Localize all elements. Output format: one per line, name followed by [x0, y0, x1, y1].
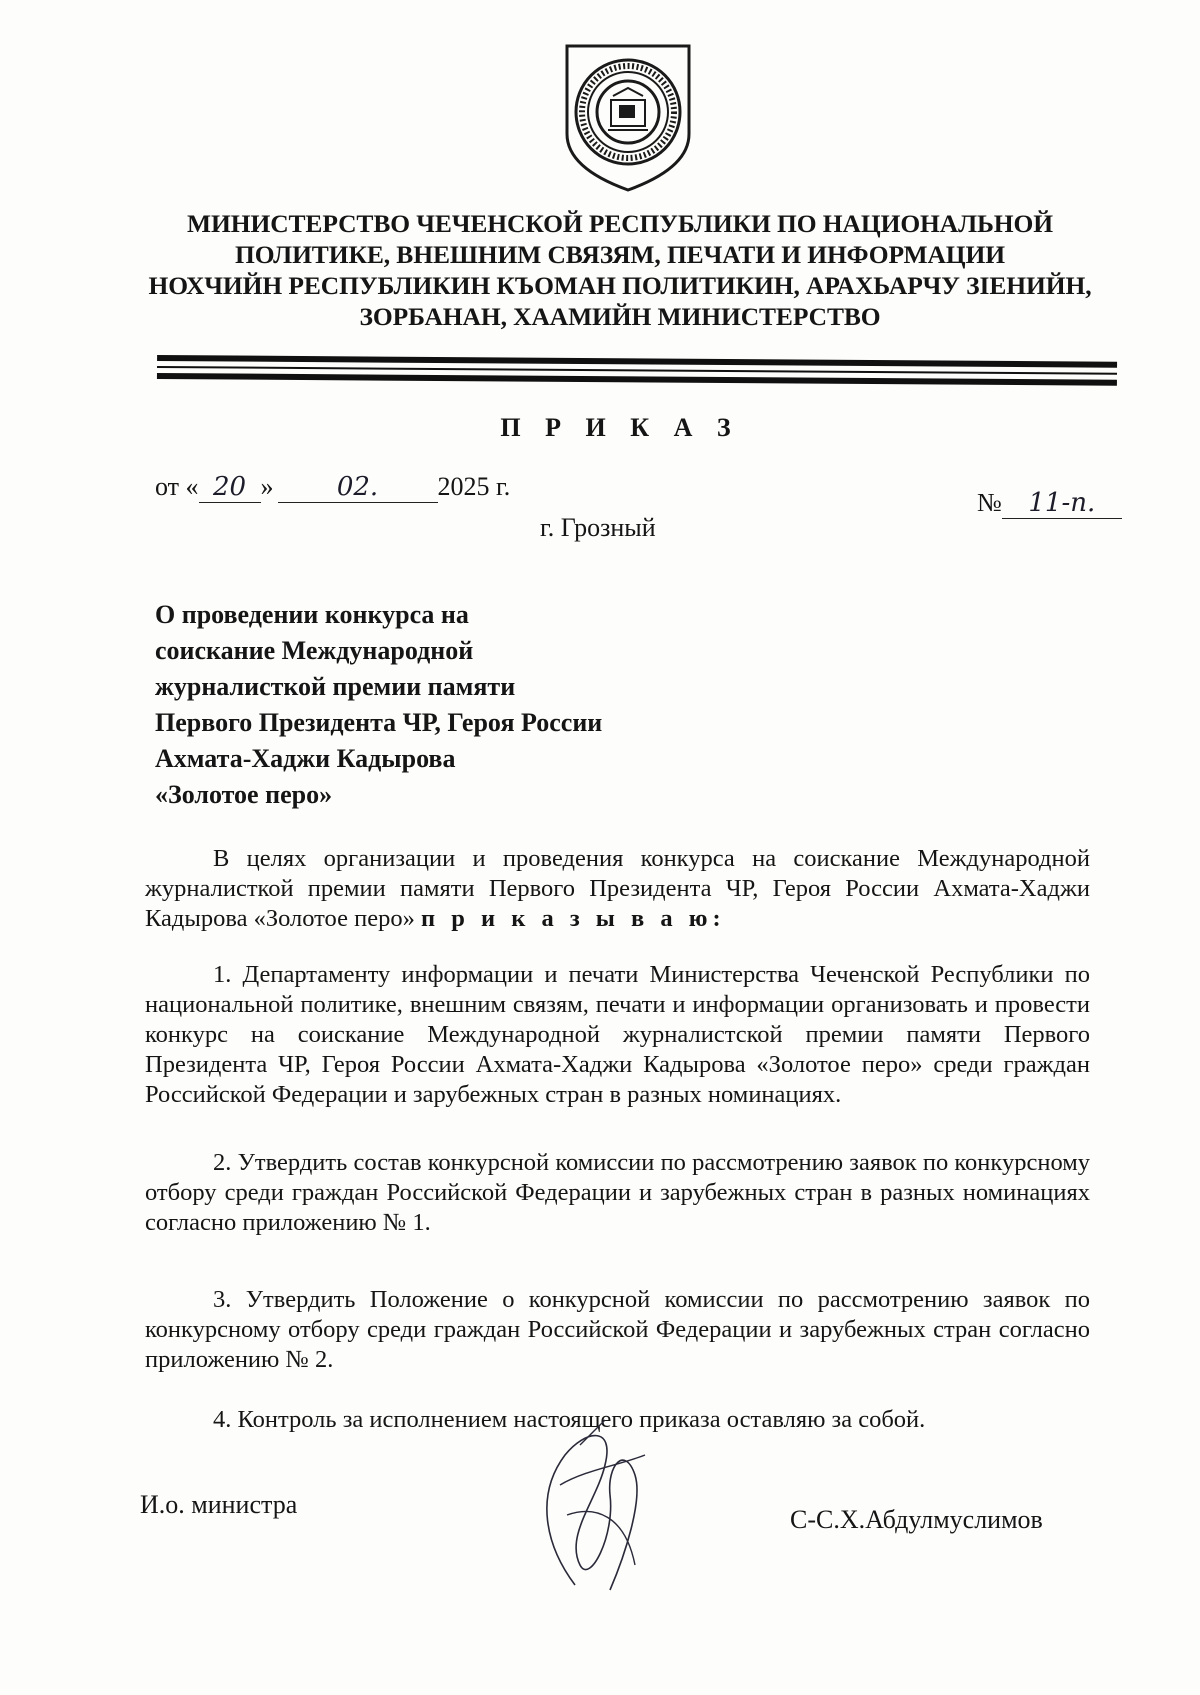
order-item-2	[145, 1148, 1090, 1238]
coat-of-arms-icon	[553, 42, 703, 192]
subject-line: Первого Президента ЧР, Героя России	[155, 708, 603, 737]
order-item-text: 4. Контроль за исполнением настоящего приказа оставляю за собой.	[213, 1406, 926, 1433]
document-subject	[155, 597, 602, 813]
order-item-3	[145, 1285, 1090, 1375]
order-item-text: 2. Утвердить состав конкурсной комиссии по рассмотрению заявок по конкурсному отбору среди граждан Российской Федерации и зарубежных стран в разных номинациях согласно приложению № 1.	[145, 1149, 1090, 1236]
date-prefix: от «	[155, 472, 199, 501]
date-mid: »	[260, 472, 274, 501]
header-divider	[157, 355, 1117, 391]
document-date	[155, 472, 510, 503]
intro-text: В целях организации и проведения конкурса на соискание Международной журналисткой премии памяти Первого Президента ЧР, Героя России Ахмата-Хаджи Кадырова «Золотое перо»	[145, 845, 1090, 932]
date-month: 02.	[278, 472, 438, 503]
ministry-header	[140, 208, 1100, 332]
header-line: НОХЧИЙН РЕСПУБЛИКИН КЪОМАН ПОЛИТИКИН, АРАХЬАРЧУ ЗIЕНИЙН,	[148, 271, 1092, 300]
order-item-text: 1. Департаменту информации и печати Министерства Чеченской Республики по национальной политике, внешним связям, печати и информации организовать и провести конкурс на соискание Международной журналистской премии памяти Первого Президента ЧР, Героя России Ахмата-Хаджи Кадырова «Золотое перо» среди граждан Российской Федерации и зарубежных стран в разных номинациях.	[145, 961, 1090, 1108]
number-value: 11-п.	[1002, 488, 1122, 519]
document-city: г. Грозный	[540, 513, 656, 542]
header-line: ПОЛИТИКЕ, ВНЕШНИМ СВЯЗЯМ, ПЕЧАТИ И ИНФОРМАЦИИ	[234, 240, 1006, 269]
signatory-name: С-С.Х.Абдулмуслимов	[790, 1505, 1043, 1534]
header-line: МИНИСТЕРСТВО ЧЕЧЕНСКОЙ РЕСПУБЛИКИ ПО НАЦИОНАЛЬНОЙ	[187, 209, 1053, 238]
subject-line: О проведении конкурса на	[155, 600, 469, 629]
intro-paragraph	[145, 844, 1090, 934]
subject-line: «Золотое перо»	[155, 780, 333, 809]
number-prefix: №	[977, 488, 1002, 517]
signatory-role: И.о. министра	[140, 1490, 298, 1519]
document-title: П Р И К А З	[500, 413, 740, 442]
order-item-1	[145, 960, 1090, 1110]
subject-line: журналисткой премии памяти	[155, 672, 516, 701]
date-year: 2025 г.	[437, 472, 511, 501]
order-item-text: 3. Утвердить Положение о конкурсной комиссии по рассмотрению заявок по конкурсному отбору среди граждан Российской Федерации и зарубежных стран согласно приложению № 2.	[145, 1286, 1090, 1373]
subject-line: Ахмата-Хаджи Кадырова	[155, 744, 456, 773]
handwritten-signature	[505, 1415, 665, 1595]
header-line: ЗОРБАНАН, ХААМИЙН МИНИСТЕРСТВО	[359, 302, 881, 331]
date-day: 20	[199, 472, 261, 503]
document-number	[977, 488, 1122, 519]
subject-line: соискание Международной	[155, 636, 474, 665]
order-word: п р и к а з ы в а ю:	[420, 905, 726, 932]
